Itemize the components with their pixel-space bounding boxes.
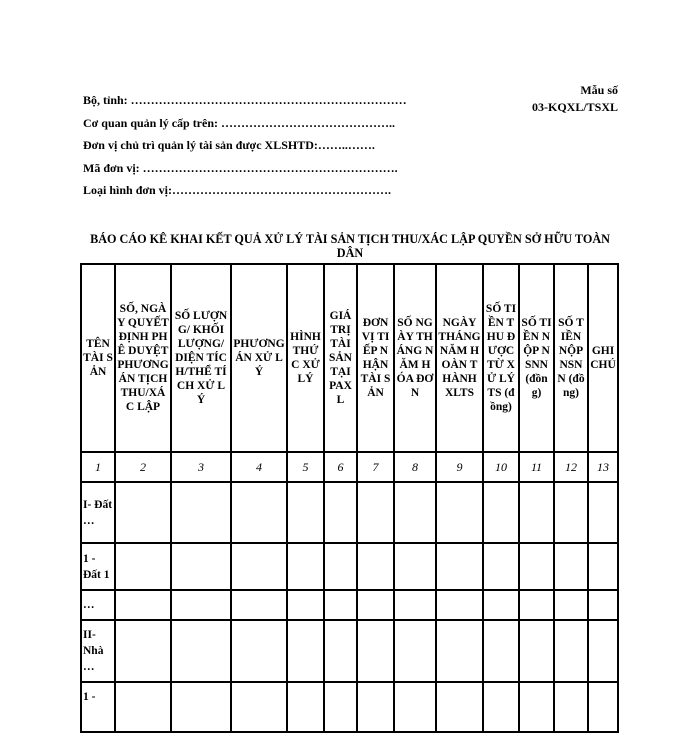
- table-cell: [357, 682, 394, 732]
- table-cell: [483, 590, 519, 620]
- table-cell: [231, 682, 287, 732]
- table-header-row: [81, 264, 618, 452]
- table-cell: [436, 682, 483, 732]
- report-title: BÁO CÁO KÊ KHAI KẾT QUẢ XỬ LÝ TÀI SẢN TỊCH THU/XÁC LẬP QUYỀN SỞ HỮU TOÀN DÂN: [90, 232, 610, 260]
- column-number: 8: [394, 452, 436, 482]
- col-header-completion-date: NGÀY THÁNG NĂM HOÀN THÀNH XLTS: [436, 264, 483, 452]
- table-cell: [171, 682, 231, 732]
- table-row: [81, 543, 618, 590]
- table-cell: [324, 620, 357, 682]
- table-cell: [588, 620, 618, 682]
- column-number: 10: [483, 452, 519, 482]
- table-cell: [287, 482, 324, 543]
- col-header-budget-2: SỐ TIỀN NỘP NSNN (đồng): [554, 264, 588, 452]
- table-cell: [554, 482, 588, 543]
- table-cell: [394, 590, 436, 620]
- column-number: 9: [436, 452, 483, 482]
- table-cell: [231, 543, 287, 590]
- col-header-value: GIÁ TRỊ TÀI SẢN TẠI PAXL: [324, 264, 357, 452]
- column-number: 11: [519, 452, 554, 482]
- table-cell: [588, 543, 618, 590]
- column-number: 4: [231, 452, 287, 482]
- table-cell: [287, 543, 324, 590]
- managing-unit-line: Đơn vị chủ trì quản lý tài sản được XLSHTD:……..…….: [83, 138, 375, 152]
- table-cell: [115, 590, 171, 620]
- column-number: 1: [81, 452, 115, 482]
- table-cell: [115, 682, 171, 732]
- unit-type-line: Loại hình đơn vị:……………………………………………….: [83, 183, 392, 197]
- table-cell: [483, 543, 519, 590]
- table-cell: [554, 543, 588, 590]
- table-cell: [394, 543, 436, 590]
- table-row: [81, 620, 618, 682]
- table-cell: [115, 482, 171, 543]
- table-cell: [554, 590, 588, 620]
- form-label: Mẫu số: [580, 83, 618, 97]
- table-cell: [588, 682, 618, 732]
- table-row: [81, 590, 618, 620]
- column-number: 3: [171, 452, 231, 482]
- table-cell: [519, 482, 554, 543]
- form-code-block: [532, 82, 618, 116]
- col-header-invoice: SỐ NGÀY THÁNG NĂM HÓA ĐƠN: [394, 264, 436, 452]
- table-cell: [483, 620, 519, 682]
- table-cell: [519, 590, 554, 620]
- table-cell: [357, 482, 394, 543]
- table-cell: [394, 482, 436, 543]
- unit-code-line: Mã đơn vị: ……………………………………………………….: [83, 160, 398, 175]
- row-label: 1 -: [81, 682, 115, 732]
- table-cell: [588, 482, 618, 543]
- table-cell: [171, 482, 231, 543]
- table-cell: [324, 590, 357, 620]
- col-header-quantity: SỐ LƯỢNG/ KHỐI LƯỢNG/ DIỆN TÍCH/THỂ TÍCH XỬ LÝ: [171, 264, 231, 452]
- table-cell: [115, 620, 171, 682]
- table-row: [81, 682, 618, 732]
- table-row: [81, 482, 618, 543]
- table-cell: [394, 682, 436, 732]
- table-cell: [171, 620, 231, 682]
- table-cell: [231, 590, 287, 620]
- table-cell: [287, 620, 324, 682]
- table-cell: [394, 620, 436, 682]
- table-cell: [324, 682, 357, 732]
- column-number-row: [81, 452, 618, 482]
- table-cell: [436, 543, 483, 590]
- table-cell: [171, 590, 231, 620]
- table-cell: [554, 620, 588, 682]
- table-cell: [171, 543, 231, 590]
- table-cell: [588, 590, 618, 620]
- table-cell: [287, 590, 324, 620]
- column-number: 6: [324, 452, 357, 482]
- col-header-asset-name: TÊN TÀI SẢN: [81, 264, 115, 452]
- col-header-decision: SỐ, NGÀY QUYẾT ĐỊNH PHÊ DUYỆT PHƯƠNG ÁN TỊCH THU/XÁC LẬP: [115, 264, 171, 452]
- col-header-receiver: ĐƠN VỊ TIẾP NHẬN TÀI SẢN: [357, 264, 394, 452]
- col-header-method: HÌNH THỨC XỬ LÝ: [287, 264, 324, 452]
- table-cell: [519, 682, 554, 732]
- table-cell: [357, 543, 394, 590]
- table-cell: [436, 620, 483, 682]
- table-cell: [357, 590, 394, 620]
- table-cell: [519, 543, 554, 590]
- unit-info-block: [83, 89, 407, 202]
- table-cell: [519, 620, 554, 682]
- table-cell: [483, 682, 519, 732]
- row-label: I- Đất …: [81, 482, 115, 543]
- col-header-notes: GHI CHÚ: [588, 264, 618, 452]
- col-header-proceeds: SỐ TIỀN THU ĐƯỢC TỪ XỬ LÝ TS (đồng): [483, 264, 519, 452]
- table-cell: [436, 482, 483, 543]
- row-label: 1 - Đất 1: [81, 543, 115, 590]
- column-number: 12: [554, 452, 588, 482]
- table-cell: [324, 543, 357, 590]
- column-number: 13: [588, 452, 618, 482]
- table-cell: [231, 482, 287, 543]
- table-cell: [483, 482, 519, 543]
- row-label: …: [81, 590, 115, 620]
- table-cell: [287, 682, 324, 732]
- table-cell: [554, 682, 588, 732]
- table-cell: [231, 620, 287, 682]
- col-header-budget-1: SỐ TIỀN NỘP NSNN (đồng): [519, 264, 554, 452]
- column-number: 5: [287, 452, 324, 482]
- table-cell: [357, 620, 394, 682]
- column-number: 2: [115, 452, 171, 482]
- table-cell: [115, 543, 171, 590]
- col-header-plan: PHƯƠNG ÁN XỬ LÝ: [231, 264, 287, 452]
- row-label: II- Nhà …: [81, 620, 115, 682]
- column-number: 7: [357, 452, 394, 482]
- table-cell: [436, 590, 483, 620]
- table-cell: [324, 482, 357, 543]
- superior-agency-line: Cơ quan quản lý cấp trên: ……………………………………..: [83, 115, 396, 130]
- report-table: [80, 263, 619, 733]
- form-code: 03-KQXL/TSXL: [531, 100, 618, 114]
- ministry-line: Bộ, tỉnh: ……………………………………………………………: [83, 93, 407, 107]
